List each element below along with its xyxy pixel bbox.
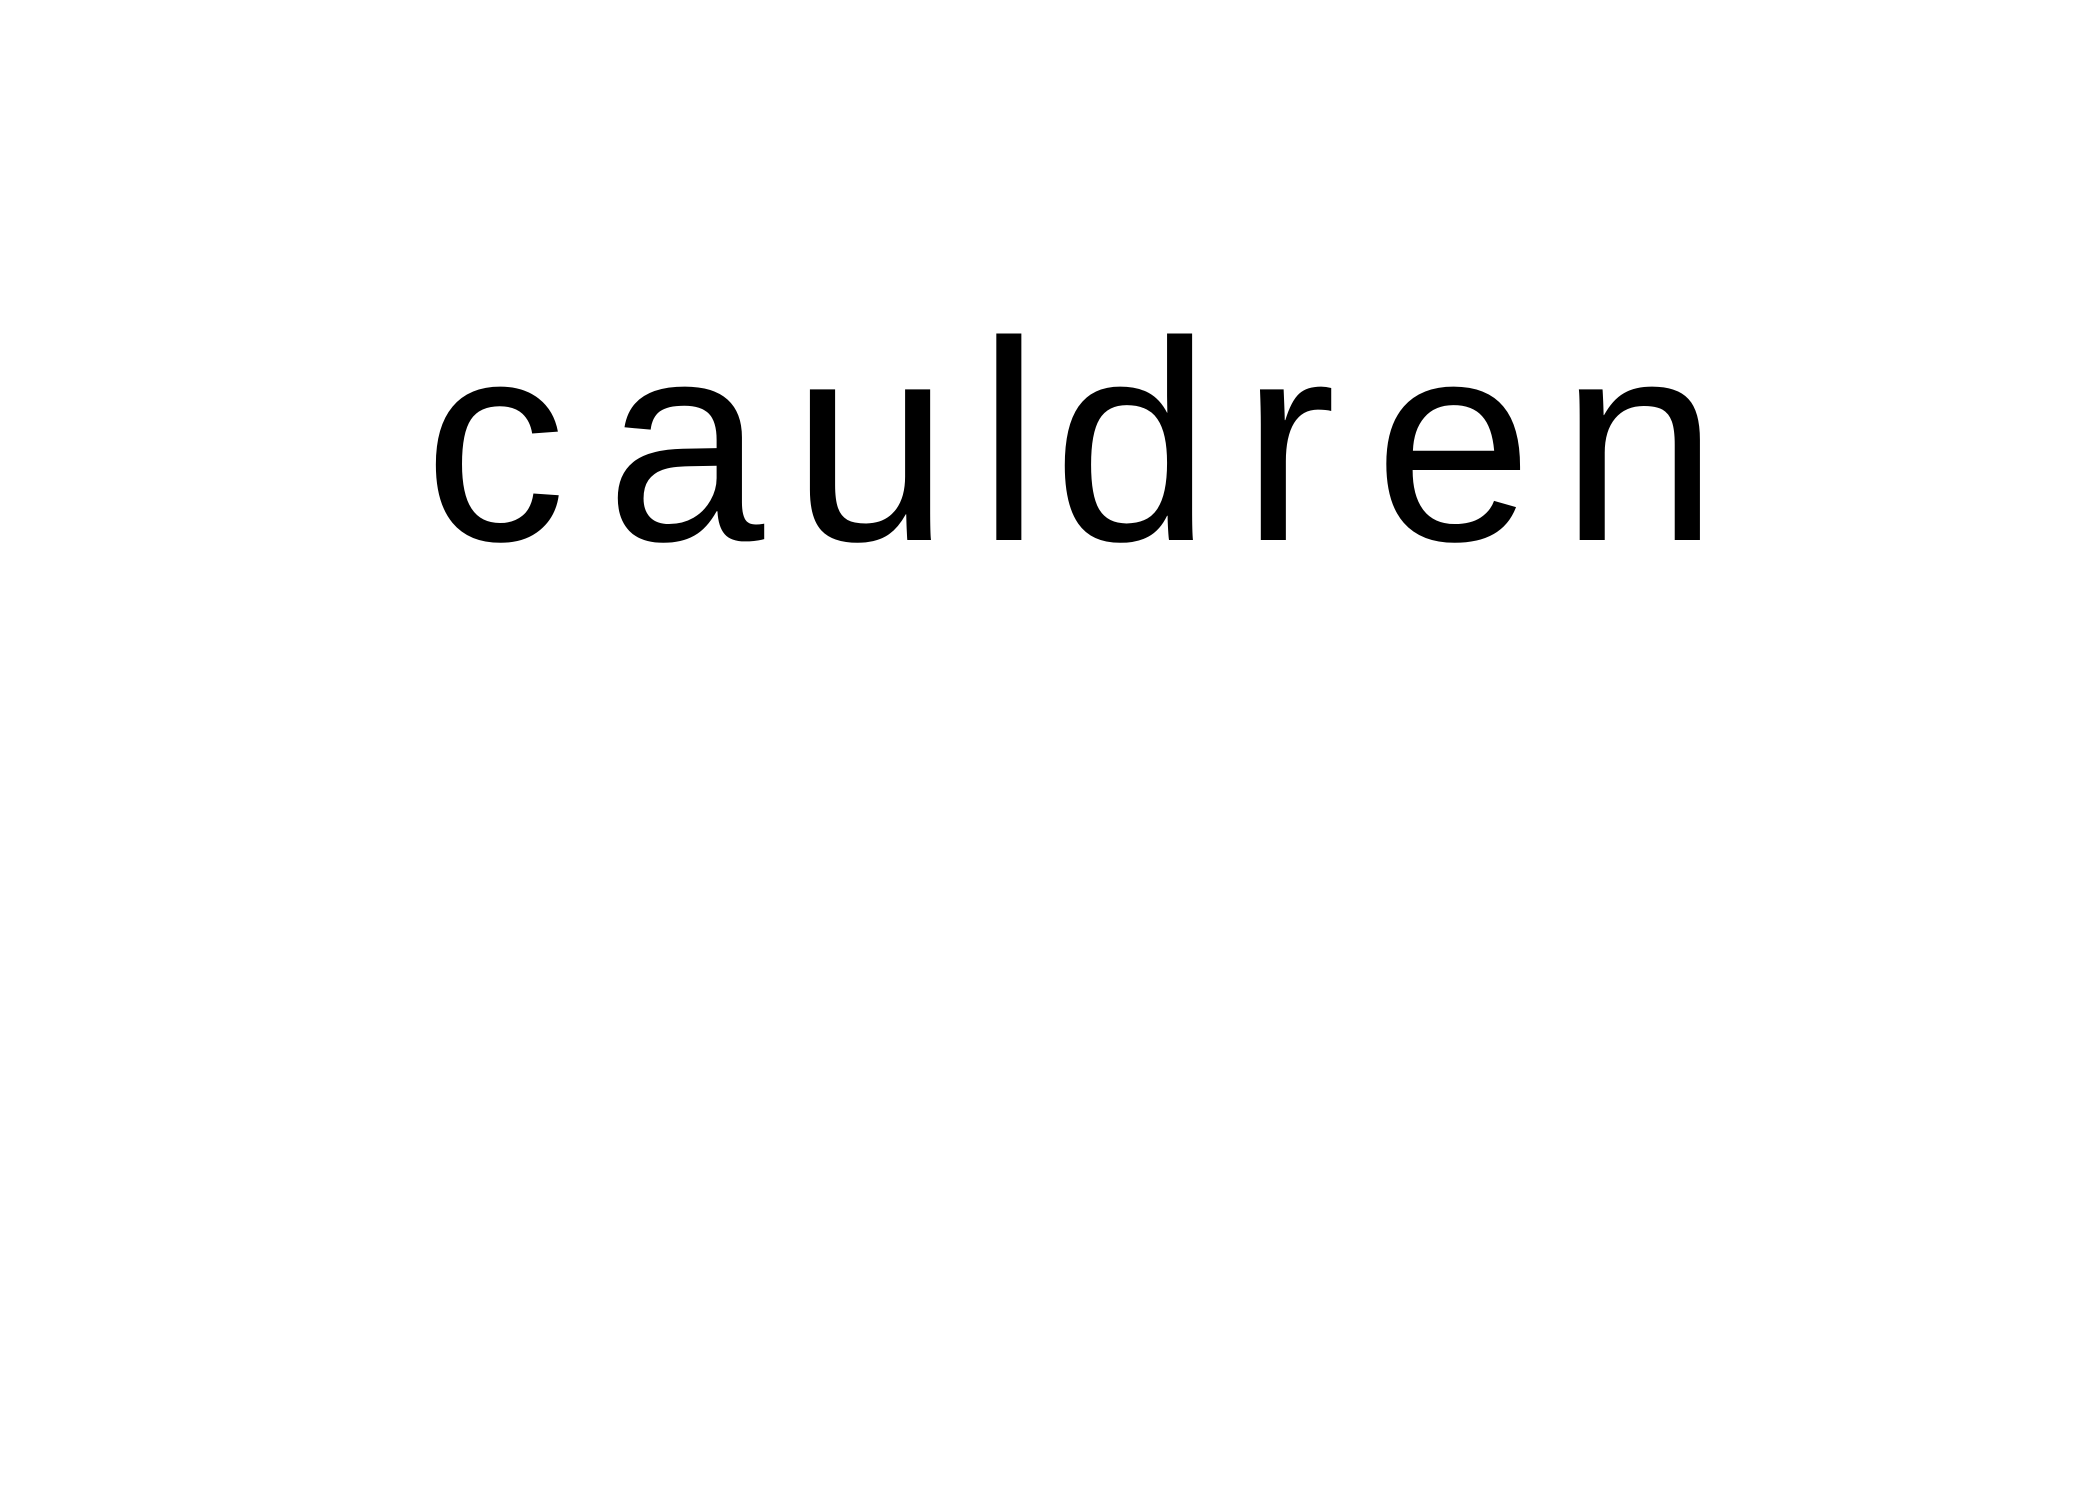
letter-n: n — [1559, 283, 1719, 601]
letter-e: e — [1374, 283, 1533, 601]
letter-r: r — [1241, 283, 1336, 601]
letter-c: c — [423, 283, 567, 601]
word-cauldren — [420, 283, 1719, 601]
letter-d: d — [1052, 283, 1212, 601]
letter-u: u — [791, 283, 950, 601]
letter-a: a — [605, 283, 765, 601]
letter-l: l — [977, 283, 1041, 601]
